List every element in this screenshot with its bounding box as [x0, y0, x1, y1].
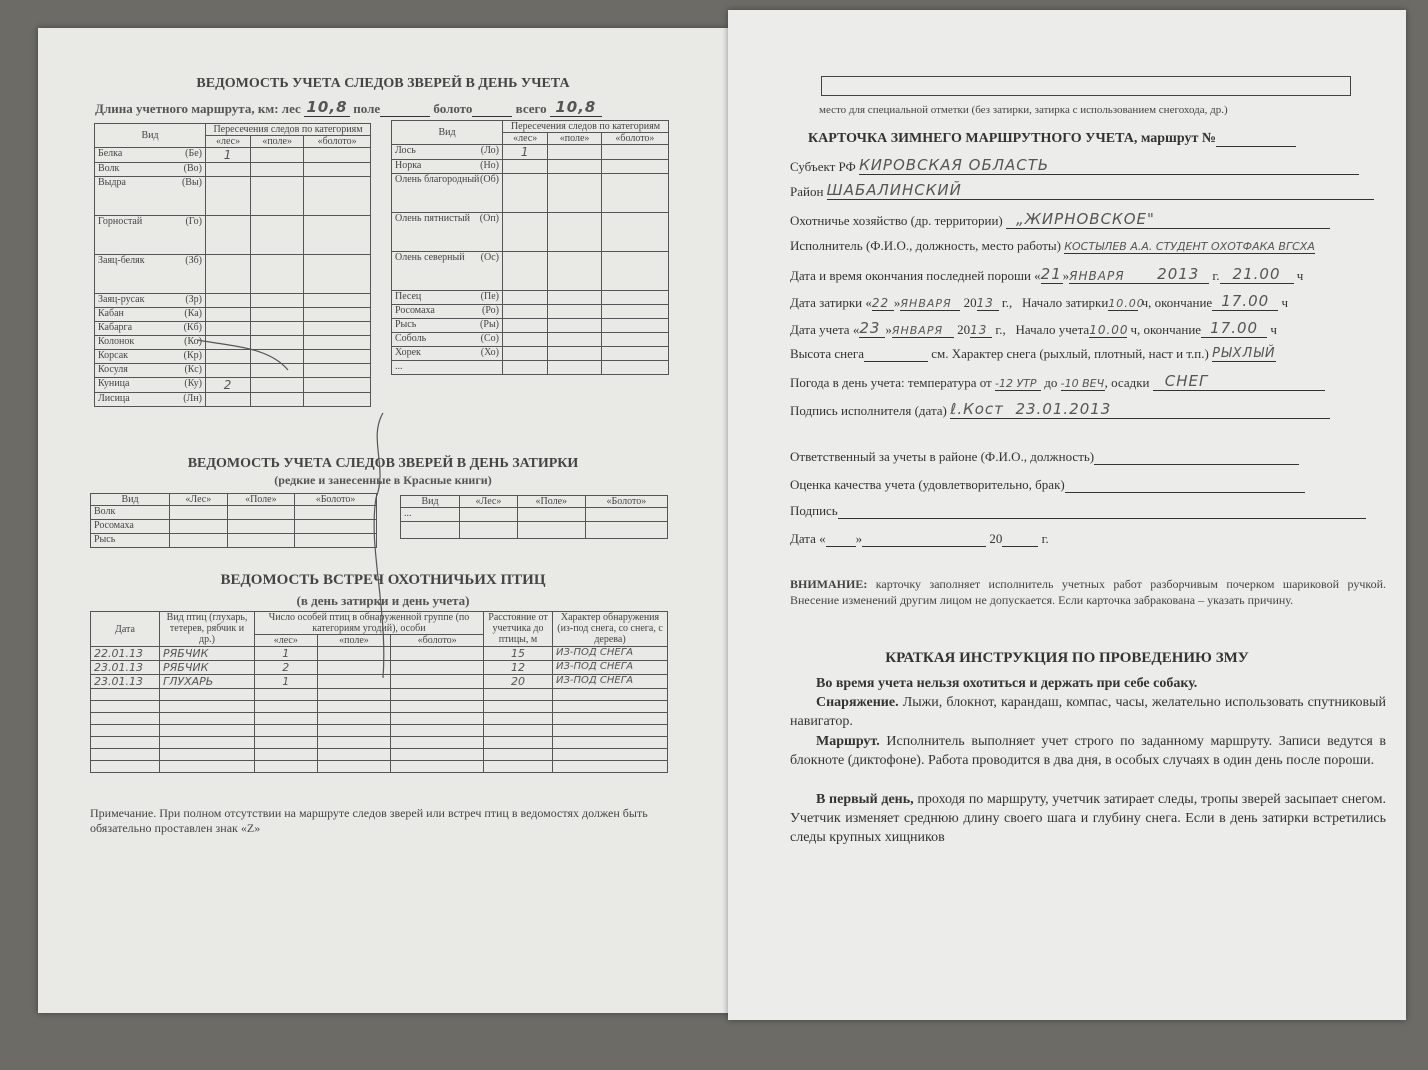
- rubbing-day-title: ВЕДОМОСТЬ УЧЕТА СЛЕДОВ ЗВЕРЕЙ В ДЕНЬ ЗАТИРКИ: [187, 456, 579, 471]
- species-code: (Ос): [480, 252, 499, 263]
- t2l-swamp-header: «Болото»: [295, 494, 377, 506]
- t1l-field-header: «поле»: [251, 136, 304, 148]
- note-text: Примечание. При полном отсутствии на маршруте следов зверей или встреч птиц в ведомостях должен быть обязательно проставлен знак «Z»: [90, 806, 648, 835]
- rub-end-label: ч, окончание: [1141, 295, 1213, 310]
- t3-count-header: Число особей птиц в обнаруженной группе (по категориям угодий), особи: [255, 612, 484, 635]
- powder-month: ЯНВАРЯ: [1069, 269, 1157, 284]
- count-start-label: Начало учета: [1015, 322, 1090, 337]
- rub-end: 17.00: [1212, 292, 1278, 311]
- route-field-label: поле: [353, 101, 381, 116]
- t2l-kind-header: Вид: [91, 494, 170, 506]
- instructions-p3: [790, 732, 1386, 770]
- special-mark-box: [821, 76, 1351, 96]
- t1r-kind-header: Вид: [392, 121, 503, 145]
- signature-date: 23.01.2013: [1015, 400, 1112, 418]
- species-code: (Ку): [184, 378, 202, 389]
- bird-species: ГЛУХАРЬ: [160, 675, 255, 689]
- species-name: Волк: [91, 506, 170, 520]
- rubbing-day-subtitle: (редкие и занесенные в Красные книги): [274, 473, 492, 487]
- instructions-p3-text: Исполнитель выполняет учет строго по заданному маршруту. Записи ведутся в блокноте (диктофоне). Работа проводится в два дня, в особых случаях в один день после пороши.: [790, 734, 1387, 768]
- attention-label: ВНИМАНИЕ:: [790, 577, 868, 591]
- special-mark-note: место для специальной отметки (без затирки, затирка с использованием снегохода, др.): [819, 104, 1228, 116]
- bird-forest-count: 1: [255, 647, 318, 661]
- instructions-p2-text: Лыжи, блокнот, карандаш, компас, часы, желательно использовать спутниковый навигатор.: [790, 695, 1386, 729]
- card-title: КАРТОЧКА ЗИМНЕГО МАРШРУТНОГО УЧЕТА, маршрут №: [808, 131, 1216, 146]
- count-label: Дата учета «: [790, 322, 860, 337]
- species-code: (Го): [185, 216, 202, 227]
- rubbing-line: Дата затирки «22 »ЯНВАРЯ 2013 г., Начало затирки10.00 ч, окончание 17.00 ч: [790, 292, 1289, 310]
- snow-label: Высота снега: [790, 346, 864, 361]
- forest-count: 1: [206, 148, 251, 163]
- species-code: (Ко): [184, 336, 202, 347]
- t1r-swamp-header: «болото»: [601, 133, 668, 145]
- t1l-kind-header: Вид: [95, 124, 206, 148]
- signature-value: [950, 400, 1330, 419]
- bird-distance: 12: [484, 661, 553, 675]
- t2l-forest-header: «Лес»: [170, 494, 228, 506]
- count-start: 10.00: [1089, 323, 1129, 337]
- t1l-cross-header: Пересечения следов по категориям: [206, 124, 371, 136]
- species-code: (Ка): [184, 308, 202, 319]
- quality-blank: [1065, 476, 1305, 493]
- species-name: Горностай: [98, 216, 143, 227]
- species-name: Рысь: [91, 534, 170, 548]
- species-name: Лось: [395, 145, 416, 156]
- subject-line: [790, 156, 1359, 175]
- bird-species: РЯБЧИК: [160, 647, 255, 661]
- bird-detection: ИЗ-ПОД СНЕГА: [553, 647, 668, 661]
- species-code: (Во): [183, 163, 202, 174]
- date-line: [790, 530, 1049, 547]
- t2r-swamp-header: «Болото»: [585, 496, 667, 508]
- species-name: ...: [401, 508, 460, 522]
- species-name: Росомаха: [91, 520, 170, 534]
- instructions-p4-label: В первый день,: [816, 792, 914, 807]
- attention-text: карточку заполняет исполнитель учетных работ разборчивым почерком шариковой ручкой. Внесение изменений другим лицом не допускается. Если карточка забракована – указать причину.: [790, 577, 1386, 607]
- route-length-label: Длина учетного маршрута, км: лес: [95, 101, 301, 116]
- count-end-label: ч, окончание: [1130, 322, 1202, 337]
- farm-line: [790, 210, 1330, 229]
- species-code: (Зр): [185, 294, 202, 305]
- rub-year: 13: [977, 296, 999, 311]
- temp-to: -10 ВЕЧ: [1060, 377, 1105, 390]
- species-name: ...: [395, 361, 403, 372]
- farm-label: Охотничье хозяйство (др. территории): [790, 213, 1003, 228]
- species-code: (Пе): [480, 291, 499, 302]
- rub-day: 22: [872, 296, 894, 311]
- birds-subtitle: (в день затирки и день учета): [296, 593, 470, 608]
- attention-block: [790, 576, 1386, 608]
- t1r-field-header: «поле»: [548, 133, 601, 145]
- temp-to-label: до: [1044, 375, 1058, 390]
- t1r-forest-header: «лес»: [503, 133, 548, 145]
- species-code: (Вы): [181, 177, 202, 188]
- snow-type: РЫХЛЫЙ: [1212, 346, 1276, 361]
- bird-species: РЯБЧИК: [160, 661, 255, 675]
- forest-count: 1: [503, 145, 548, 160]
- signature2-blank: [838, 502, 1366, 519]
- powder-year-suffix: г.: [1212, 268, 1220, 283]
- species-code: (Об): [480, 174, 499, 185]
- responsible-blank: [1094, 448, 1299, 465]
- species-name: Олень благородный: [395, 174, 480, 185]
- instructions-p3-label: Маршрут.: [816, 734, 880, 749]
- quality-line: [790, 476, 1305, 493]
- species-name: Выдра: [98, 177, 126, 188]
- t2r-forest-header: «Лес»: [460, 496, 518, 508]
- route-total-value: 10,8: [550, 98, 602, 117]
- species-name: Кабан: [98, 308, 124, 319]
- executor-label: Исполнитель (Ф.И.О., должность, место работы): [790, 238, 1061, 253]
- count-month: ЯНВАРЯ: [892, 324, 954, 338]
- species-code: (Бе): [185, 148, 202, 159]
- species-code: (Ло): [480, 145, 499, 156]
- species-name: Рысь: [395, 319, 417, 330]
- t3-swamp-header: «болото»: [391, 635, 484, 647]
- t2r-field-header: «Поле»: [517, 496, 585, 508]
- species-code: (Со): [480, 333, 499, 344]
- count-line: Дата учета «23 »ЯНВАРЯ 2013 г., Начало учета10.00 ч, окончание 17.00 ч: [790, 319, 1277, 337]
- species-name: Олень пятнистый: [395, 213, 470, 224]
- species-name: Белка: [98, 148, 123, 159]
- bird-distance: 15: [484, 647, 553, 661]
- instructions-p4: [790, 790, 1386, 847]
- weather-label: Погода в день учета: температура от: [790, 375, 992, 390]
- precip-value: СНЕГ: [1153, 372, 1325, 391]
- species-name: Песец: [395, 291, 422, 302]
- count-day: 23: [859, 319, 885, 338]
- species-code: (Хо): [480, 347, 499, 358]
- count-year-suffix: г.,: [995, 322, 1006, 337]
- count-end: 17.00: [1201, 319, 1267, 338]
- bird-detection: ИЗ-ПОД СНЕГА: [553, 661, 668, 675]
- route-swamp-label: болото: [433, 101, 473, 116]
- rub-month: ЯНВАРЯ: [900, 297, 960, 311]
- t3-forest-header: «лес»: [255, 635, 318, 647]
- species-code: (Ры): [480, 319, 499, 330]
- t3-date-header: Дата: [91, 612, 160, 647]
- rub-hour-suffix: ч: [1281, 295, 1289, 310]
- t2r-kind-header: Вид: [401, 496, 460, 508]
- species-code: (Кс): [184, 364, 202, 375]
- right-page: [728, 10, 1406, 1020]
- species-name: Олень северный: [395, 252, 465, 263]
- executor-line: [790, 238, 1315, 254]
- farm-value: „ЖИРНОВСКОЕ": [1006, 210, 1330, 229]
- rub-start: 10.00: [1108, 297, 1145, 310]
- birds-title: ВЕДОМОСТЬ ВСТРЕЧ ОХОТНИЧЬИХ ПТИЦ: [220, 572, 546, 588]
- handwritten-signature-icon: ℓ.Кост: [950, 400, 1004, 418]
- bird-date: 23.01.13: [91, 661, 160, 675]
- species-name: Соболь: [395, 333, 427, 344]
- temp-from: -12 УТР: [995, 377, 1041, 391]
- t3-distance-header: Расстояние от учетчика до птицы, м: [484, 612, 553, 647]
- precip-label: , осадки: [1104, 375, 1150, 390]
- route-number-blank: [1216, 130, 1296, 147]
- forest-count: 2: [206, 378, 251, 393]
- species-name: Заяц-беляк: [98, 255, 145, 266]
- bird-forest-count: 1: [255, 675, 318, 689]
- district-value: ШАБАЛИНСКИЙ: [827, 181, 1374, 200]
- date-suffix: г.: [1041, 531, 1049, 546]
- species-name: Куница: [98, 378, 130, 389]
- bird-date: 23.01.13: [91, 675, 160, 689]
- species-name: Лисица: [98, 393, 130, 404]
- instructions-p2-label: Снаряжение.: [816, 695, 899, 710]
- quality-label: Оценка качества учета (удовлетворительно, брак): [790, 477, 1065, 492]
- species-code: (Оп): [479, 213, 499, 224]
- count-year-prefix: 20: [957, 322, 971, 337]
- instructions-p2: [790, 693, 1386, 731]
- powder-time: 21.00: [1220, 265, 1294, 284]
- signature-line: [790, 400, 1330, 419]
- species-code: (Кр): [183, 350, 202, 361]
- route-forest-value: 10,8: [304, 98, 350, 117]
- species-code: (Лн): [183, 393, 202, 404]
- district-line: [790, 181, 1374, 200]
- t2l-field-header: «Поле»: [227, 494, 295, 506]
- species-name: Кабарга: [98, 322, 133, 333]
- instructions-title: КРАТКАЯ ИНСТРУКЦИЯ ПО ПРОВЕДЕНИЮ ЗМУ: [885, 650, 1249, 666]
- bird-distance: 20: [484, 675, 553, 689]
- species-name: Волк: [98, 163, 120, 174]
- date-month-blank: [862, 530, 986, 547]
- signature-label: Подпись исполнителя (дата): [790, 403, 947, 418]
- t3-bird-header: Вид птиц (глухарь, тетерев, рябчик и др.): [160, 612, 255, 647]
- species-code: (Кб): [183, 322, 202, 333]
- district-label: Район: [790, 184, 824, 199]
- species-code: (Зб): [185, 255, 202, 266]
- snow-unit-label: см. Характер снега (рыхлый, плотный, наст и т.п.): [931, 346, 1209, 361]
- powder-day: 21: [1040, 265, 1062, 283]
- t3-nature-header: Характер обнаружения (из-под снега, со снега, с дерева): [553, 612, 668, 647]
- species-code: (Но): [480, 160, 499, 171]
- responsible-label: Ответственный за учеты в районе (Ф.И.О., должность): [790, 449, 1095, 464]
- species-name: Росомаха: [395, 305, 435, 316]
- species-name: Колонок: [98, 336, 135, 347]
- t1l-swamp-header: «болото»: [304, 136, 371, 148]
- bird-detection: ИЗ-ПОД СНЕГА: [553, 675, 668, 689]
- t3-field-header: «поле»: [317, 635, 391, 647]
- instructions-p1: Во время учета нельзя охотиться и держать при себе собаку.: [816, 676, 1198, 691]
- left-page: [38, 28, 728, 1013]
- signature2-line: [790, 502, 1366, 519]
- date-year-prefix: 20: [989, 531, 1003, 546]
- date-year-blank: [1002, 530, 1038, 547]
- instructions-p4-text: проходя по маршруту, учетчик затирает следы, тропы зверей засыпает снегом. Учетчик изменяет среднюю длину своего шага и глубину снега. Если в день затирки встретились следы крупных хищников: [790, 792, 1386, 845]
- subject-label: Субъект РФ: [790, 159, 856, 174]
- rub-label: Дата затирки «: [790, 295, 872, 310]
- bird-forest-count: 2: [255, 661, 318, 675]
- date-label: Дата «: [790, 531, 826, 546]
- species-name: Норка: [395, 160, 422, 171]
- signature2-label: Подпись: [790, 503, 838, 518]
- count-year: 13: [970, 323, 992, 338]
- date-mid: »: [855, 531, 863, 546]
- species-name: Косуля: [98, 364, 128, 375]
- date-day-blank: [826, 530, 856, 547]
- count-hour-suffix: ч: [1270, 322, 1277, 337]
- card-title-line: [808, 130, 1296, 147]
- route-total-label: всего: [515, 101, 547, 116]
- executor-value: КОСТЫЛЕВ А.А. СТУДЕНТ ОХОТФАКА ВГСХА: [1064, 240, 1315, 253]
- rub-year-prefix: 20: [963, 295, 977, 310]
- powder-label: Дата и время окончания последней пороши «: [790, 268, 1041, 283]
- tracks-count-title: ВЕДОМОСТЬ УЧЕТА СЛЕДОВ ЗВЕРЕЙ В ДЕНЬ УЧЕТА: [196, 76, 570, 91]
- t1r-cross-header: Пересечения следов по категориям: [503, 121, 669, 133]
- bird-date: 22.01.13: [91, 647, 160, 661]
- species-name: Заяц-русак: [98, 294, 145, 305]
- snow-line: [790, 345, 1276, 362]
- weather-line: [790, 372, 1325, 391]
- species-name: Хорек: [395, 347, 421, 358]
- pencil-strike-lines: [38, 28, 728, 1013]
- powder-line: Дата и время окончания последней пороши «21»ЯНВАРЯ 2013 г. 21.00 ч: [790, 265, 1304, 283]
- species-code: (Ро): [482, 305, 499, 316]
- species-name: Корсак: [98, 350, 129, 361]
- t1l-forest-header: «лес»: [206, 136, 251, 148]
- powder-hour-suffix: ч: [1296, 268, 1304, 283]
- rub-year-suffix: г.,: [1001, 295, 1013, 310]
- snow-height-blank: [864, 345, 928, 362]
- rub-start-label: Начало затирки: [1022, 295, 1109, 310]
- powder-year: 2013: [1157, 265, 1209, 284]
- subject-value: КИРОВСКАЯ ОБЛАСТЬ: [859, 156, 1359, 175]
- responsible-line: [790, 448, 1299, 465]
